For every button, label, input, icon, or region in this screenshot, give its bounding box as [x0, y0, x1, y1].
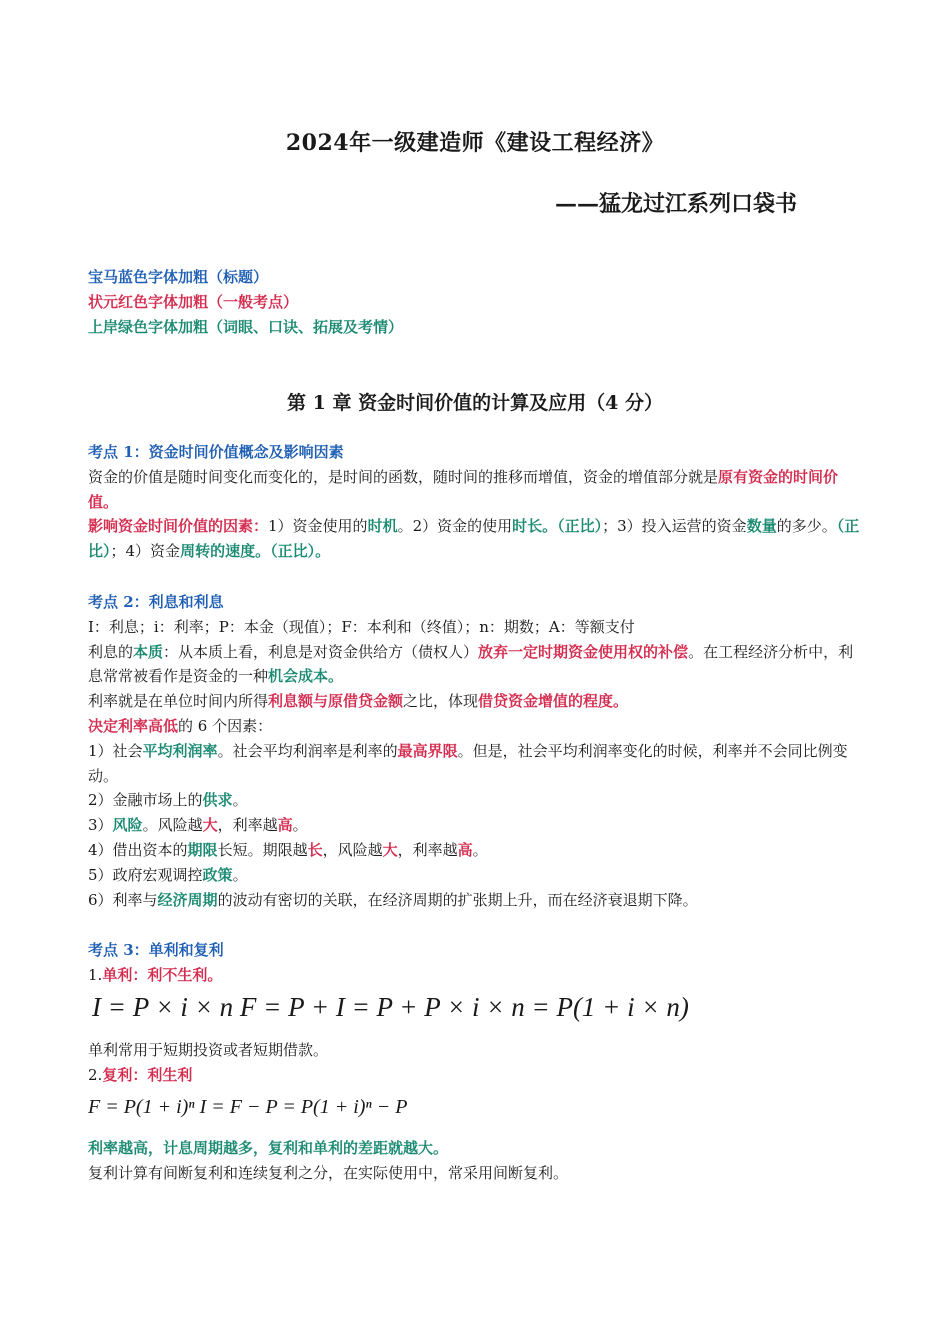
interest-rate-definition [88, 689, 868, 714]
text: 利率就是在单位时间内所得 [88, 692, 269, 711]
highlight: 原有资金的时间价值。 [88, 467, 839, 511]
factor-1 [88, 739, 868, 789]
factor-5 [88, 863, 868, 888]
text: 4）借出资本的 [88, 840, 188, 859]
text: 1）社会 [88, 741, 143, 760]
highlight: 决定利率高低 [88, 716, 179, 735]
section-3-continued [88, 1038, 868, 1088]
keyword: 时长。（正比） [512, 517, 603, 536]
keyword: 周转的速度。（正比）。 [180, 542, 331, 561]
section-1 [88, 440, 868, 564]
section-3-notes [88, 1136, 868, 1186]
text: 长短。期限越 [217, 840, 308, 859]
text: 。但是，社会平均利润率变化的时候，利率并不会同比例变动。 [88, 741, 848, 785]
simple-interest-formula: I = P × i × n F = P + I = P + P × i × n = P(1 + i × n) [92, 992, 689, 1022]
highlight: 大 [202, 816, 218, 835]
section-2-heading: 考点 2：利息和利息 [88, 593, 224, 611]
section-2 [88, 590, 868, 912]
compound-note-highlight: 利率越高，计息周期越多，复利和单利的差距就越大。 [88, 1139, 449, 1157]
text: 资金的价值是随时间变化而变化的，是时间的函数，随时间的推移而增值，资金的增值部分就是 [88, 467, 719, 486]
text: ，利率越 [217, 816, 278, 835]
text: 1）资金使用的 [268, 517, 368, 536]
text: 。 [232, 791, 248, 810]
text: 。风险越 [142, 816, 203, 835]
keyword: 数量 [746, 517, 777, 536]
interest-essence [88, 640, 868, 690]
keyword: 本质 [133, 642, 164, 661]
text: 2）金融市场上的 [88, 791, 203, 810]
text: 利息的 [88, 642, 134, 661]
highlight: 复利：利生利 [102, 1065, 193, 1084]
text: 的 6 个因素： [178, 716, 273, 735]
highlight: 利息额与原借贷金额 [268, 692, 404, 711]
highlight: 高 [277, 816, 293, 835]
text: 1. [88, 965, 103, 984]
simple-interest-label [88, 963, 868, 988]
text: 。社会平均利润率是利率的 [217, 741, 398, 760]
keyword: （正比） [88, 517, 860, 561]
factor-4 [88, 838, 868, 863]
compound-interest-formula: F = P(1 + i)ⁿ I = F − P = P(1 + i)ⁿ − P [88, 1096, 408, 1118]
compound-note: 复利计算有间断复利和连续复利之分，在实际使用中，常采用间断复利。 [88, 1163, 569, 1182]
text: 。2）资金的使用 [397, 517, 513, 536]
legend-red: 状元红色字体加粗（一般考点） [88, 293, 299, 311]
section-1-paragraph-1 [88, 465, 868, 515]
keyword: 期限 [187, 840, 218, 859]
highlight: 单利：利不生利。 [102, 965, 223, 984]
keyword: 平均利润率 [142, 741, 218, 760]
text: 。 [472, 840, 488, 859]
text: 之比，体现 [403, 692, 479, 711]
text: ，利率越 [397, 840, 458, 859]
highlight: 借贷资金增值的程度。 [478, 692, 629, 711]
keyword: 政策 [202, 865, 233, 884]
text: 3） [88, 816, 113, 835]
symbols-line: I：利息；i：利率；P：本金（现值）；F：本利和（终值）；n：期数；A：等额支付 [88, 617, 635, 636]
highlight: 高 [457, 840, 473, 859]
document-title: 2024年一级建造师《建设工程经济》 [285, 130, 665, 156]
section-3-heading: 考点 3：单利和复利 [88, 941, 224, 959]
text: 。 [292, 816, 308, 835]
highlight: 影响资金时间价值的因素： [88, 517, 269, 536]
text: 。 [232, 865, 248, 884]
factors-intro [88, 714, 868, 739]
highlight: 最高界限 [397, 741, 458, 760]
highlight: 长 [307, 840, 323, 859]
text: 6）利率与 [88, 890, 158, 909]
keyword: 机会成本。 [268, 667, 344, 686]
legend-green: 上岸绿色字体加粗（词眼、口诀、拓展及考情） [88, 318, 404, 336]
legend-blue: 宝马蓝色字体加粗（标题） [88, 268, 269, 286]
text: 的多少。 [776, 517, 837, 536]
factor-3 [88, 813, 868, 838]
highlight: 放弃一定时期资金使用权的补偿 [478, 642, 689, 661]
text: ，风险越 [322, 840, 383, 859]
keyword: 时机 [367, 517, 398, 536]
text: 5）政府宏观调控 [88, 865, 203, 884]
section-3 [88, 938, 868, 988]
text: ：从本质上看，利息是对资金供给方（债权人） [163, 642, 479, 661]
section-1-heading: 考点 1：资金时间价值概念及影响因素 [88, 443, 344, 461]
text: 的波动有密切的关联，在经济周期的扩张期上升，而在经济衰退期下降。 [217, 890, 698, 909]
text: 。在工程经济分析中，利息常常被看作是资金的一种 [88, 642, 854, 686]
text: ；4）资金 [110, 542, 181, 561]
chapter-heading: 第 1 章 资金时间价值的计算及应用（4 分） [287, 392, 663, 414]
document-subtitle: ——猛龙过江系列口袋书 [555, 191, 798, 217]
highlight: 大 [382, 840, 398, 859]
section-1-paragraph-2 [88, 514, 868, 564]
keyword: 供求 [202, 791, 233, 810]
factor-2 [88, 788, 868, 813]
text: ；3）投入运营的资金 [602, 517, 747, 536]
factor-6 [88, 888, 868, 913]
keyword: 风险 [112, 816, 143, 835]
keyword: 经济周期 [157, 890, 218, 909]
text: 2. [88, 1065, 103, 1084]
simple-interest-note: 单利常用于短期投资或者短期借款。 [88, 1041, 329, 1059]
compound-interest-label [88, 1063, 868, 1088]
